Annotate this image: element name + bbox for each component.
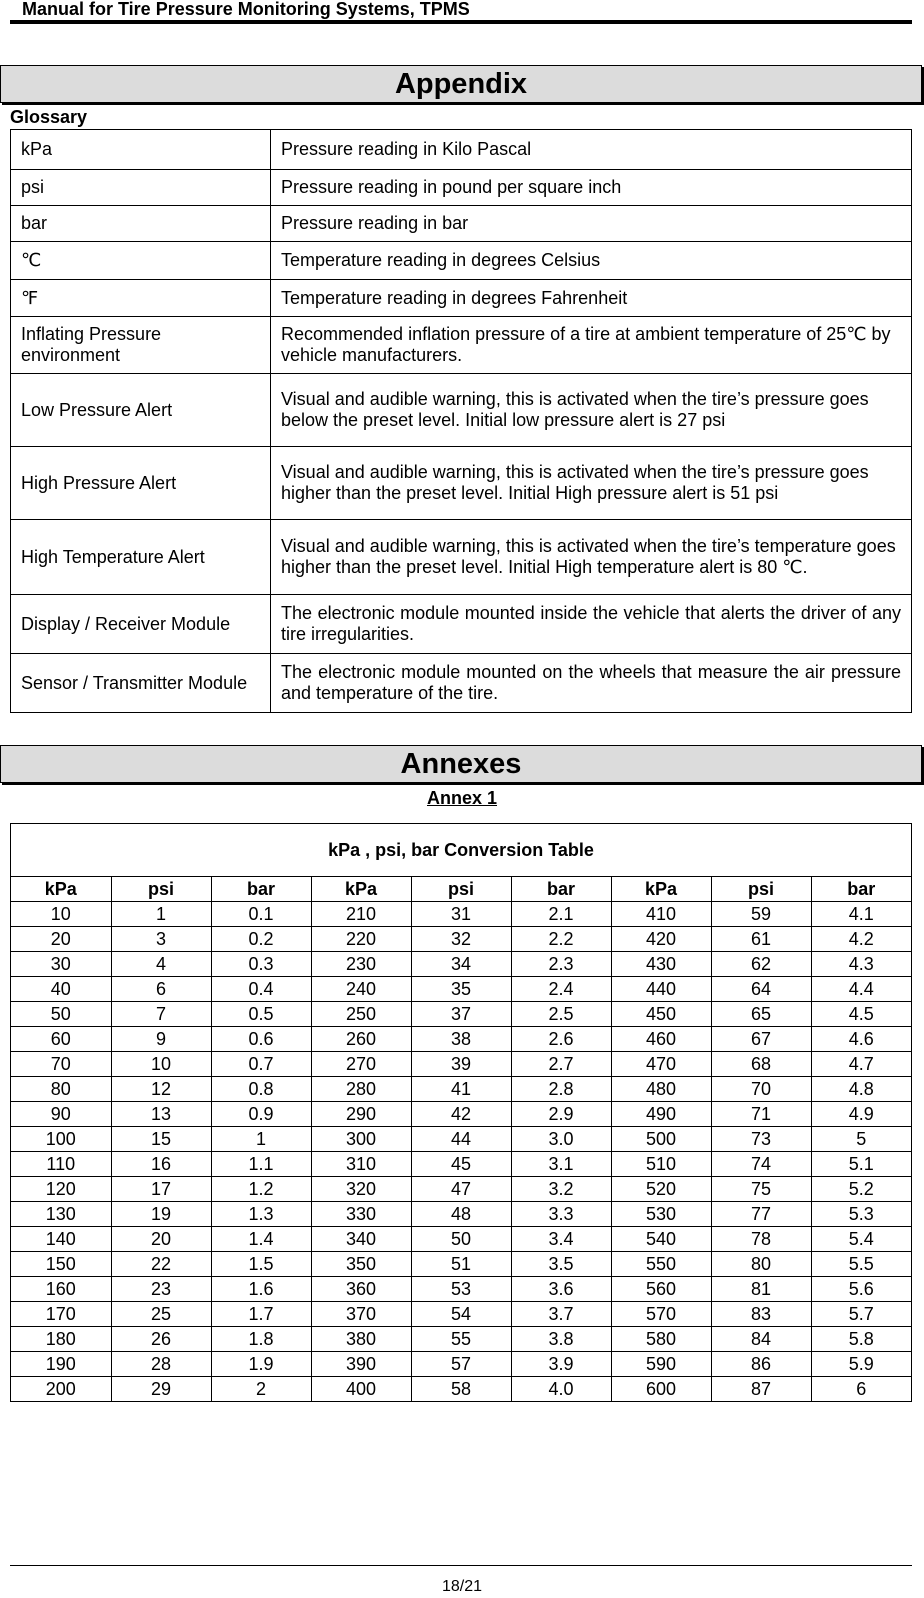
table-cell: 55 xyxy=(411,1327,511,1352)
table-cell: 71 xyxy=(711,1102,811,1127)
table-cell: 490 xyxy=(611,1102,711,1127)
glossary-definition: The electronic module mounted on the wheels that measure the air pressure and temperature of the tire. xyxy=(271,654,912,713)
table-row xyxy=(11,1152,911,1177)
table-cell: 4.4 xyxy=(811,977,911,1002)
table-cell: 140 xyxy=(11,1227,111,1252)
table-cell: 34 xyxy=(411,952,511,977)
conversion-table-title: kPa , psi, bar Conversion Table xyxy=(11,824,911,877)
table-cell: 83 xyxy=(711,1302,811,1327)
table-cell: 280 xyxy=(311,1077,411,1102)
table-cell: 1.3 xyxy=(211,1202,311,1227)
table-cell: 310 xyxy=(311,1152,411,1177)
table-cell: 1.8 xyxy=(211,1327,311,1352)
table-row xyxy=(11,1127,911,1152)
glossary-definition: Pressure reading in pound per square inch xyxy=(271,170,912,206)
table-cell: 4.6 xyxy=(811,1027,911,1052)
table-cell: 6 xyxy=(111,977,211,1002)
table-cell: 290 xyxy=(311,1102,411,1127)
glossary-row xyxy=(11,595,912,654)
glossary-definition: Visual and audible warning, this is activated when the tire’s pressure goes higher than the preset level. Initial High pressure alert is 51 psi xyxy=(271,447,912,520)
table-cell: 3.5 xyxy=(511,1252,611,1277)
table-cell: 1.9 xyxy=(211,1352,311,1377)
table-cell: 1.7 xyxy=(211,1302,311,1327)
table-cell: 3.2 xyxy=(511,1177,611,1202)
table-cell: 64 xyxy=(711,977,811,1002)
column-header: kPa xyxy=(11,877,111,902)
glossary-row xyxy=(11,242,912,280)
glossary-term: Low Pressure Alert xyxy=(11,374,271,447)
conversion-table-container xyxy=(10,823,912,1402)
glossary-definition: Temperature reading in degrees Celsius xyxy=(271,242,912,280)
table-cell: 29 xyxy=(111,1377,211,1402)
table-cell: 4.5 xyxy=(811,1002,911,1027)
table-cell: 2.6 xyxy=(511,1027,611,1052)
glossary-definition: Visual and audible warning, this is activated when the tire’s pressure goes below the preset level. Initial low pressure alert is 27 psi xyxy=(271,374,912,447)
table-cell: 15 xyxy=(111,1127,211,1152)
table-cell: 330 xyxy=(311,1202,411,1227)
footer-rule xyxy=(10,1565,912,1566)
table-cell: 590 xyxy=(611,1352,711,1377)
table-cell: 59 xyxy=(711,902,811,927)
glossary-definition: Temperature reading in degrees Fahrenheit xyxy=(271,280,912,317)
table-cell: 370 xyxy=(311,1302,411,1327)
table-cell: 62 xyxy=(711,952,811,977)
table-cell: 5.1 xyxy=(811,1152,911,1177)
column-header: bar xyxy=(211,877,311,902)
page-number: 18/21 xyxy=(441,1578,483,1595)
table-cell: 2.8 xyxy=(511,1077,611,1102)
glossary-term: kPa xyxy=(11,130,271,170)
glossary-row xyxy=(11,520,912,595)
table-cell: 2.9 xyxy=(511,1102,611,1127)
table-row xyxy=(11,1177,911,1202)
table-cell: 2.4 xyxy=(511,977,611,1002)
table-cell: 400 xyxy=(311,1377,411,1402)
table-cell: 410 xyxy=(611,902,711,927)
table-cell: 110 xyxy=(11,1152,111,1177)
table-cell: 3.1 xyxy=(511,1152,611,1177)
table-cell: 0.6 xyxy=(211,1027,311,1052)
table-row xyxy=(11,1002,911,1027)
glossary-label: Glossary xyxy=(10,107,88,127)
glossary-definition: Visual and audible warning, this is activated when the tire’s temperature goes higher than the preset level. Initial High temperature alert is 80 ℃. xyxy=(271,520,912,595)
table-cell: 3 xyxy=(111,927,211,952)
table-cell: 77 xyxy=(711,1202,811,1227)
table-cell: 50 xyxy=(11,1002,111,1027)
table-cell: 4.0 xyxy=(511,1377,611,1402)
table-cell: 0.4 xyxy=(211,977,311,1002)
table-row xyxy=(11,902,911,927)
table-cell: 1 xyxy=(211,1127,311,1152)
table-cell: 70 xyxy=(711,1077,811,1102)
table-cell: 5.5 xyxy=(811,1252,911,1277)
table-cell: 2.5 xyxy=(511,1002,611,1027)
table-cell: 57 xyxy=(411,1352,511,1377)
table-cell: 4.1 xyxy=(811,902,911,927)
table-cell: 340 xyxy=(311,1227,411,1252)
table-cell: 17 xyxy=(111,1177,211,1202)
table-row xyxy=(11,1252,911,1277)
table-cell: 6 xyxy=(811,1377,911,1402)
table-cell: 460 xyxy=(611,1027,711,1052)
table-cell: 19 xyxy=(111,1202,211,1227)
conversion-table-header-row xyxy=(11,877,911,902)
glossary-row xyxy=(11,374,912,447)
table-cell: 3.7 xyxy=(511,1302,611,1327)
table-cell: 160 xyxy=(11,1277,111,1302)
table-cell: 350 xyxy=(311,1252,411,1277)
glossary-definition: The electronic module mounted inside the vehicle that alerts the driver of any tire irregularities. xyxy=(271,595,912,654)
table-cell: 2.3 xyxy=(511,952,611,977)
table-cell: 0.9 xyxy=(211,1102,311,1127)
table-cell: 470 xyxy=(611,1052,711,1077)
table-cell: 45 xyxy=(411,1152,511,1177)
table-cell: 74 xyxy=(711,1152,811,1177)
table-cell: 130 xyxy=(11,1202,111,1227)
table-cell: 230 xyxy=(311,952,411,977)
table-cell: 9 xyxy=(111,1027,211,1052)
table-cell: 180 xyxy=(11,1327,111,1352)
table-cell: 70 xyxy=(11,1052,111,1077)
column-header: bar xyxy=(811,877,911,902)
table-cell: 1.2 xyxy=(211,1177,311,1202)
table-cell: 440 xyxy=(611,977,711,1002)
table-cell: 7 xyxy=(111,1002,211,1027)
table-cell: 23 xyxy=(111,1277,211,1302)
table-cell: 530 xyxy=(611,1202,711,1227)
glossary-term: psi xyxy=(11,170,271,206)
table-cell: 4 xyxy=(111,952,211,977)
table-cell: 68 xyxy=(711,1052,811,1077)
table-cell: 540 xyxy=(611,1227,711,1252)
table-cell: 4.7 xyxy=(811,1052,911,1077)
column-header: kPa xyxy=(611,877,711,902)
table-cell: 2.2 xyxy=(511,927,611,952)
table-cell: 240 xyxy=(311,977,411,1002)
glossary-row xyxy=(11,317,912,374)
table-cell: 510 xyxy=(611,1152,711,1177)
table-cell: 0.5 xyxy=(211,1002,311,1027)
table-cell: 200 xyxy=(11,1377,111,1402)
glossary-table xyxy=(10,129,912,713)
table-cell: 78 xyxy=(711,1227,811,1252)
table-cell: 41 xyxy=(411,1077,511,1102)
table-row xyxy=(11,952,911,977)
table-cell: 2.7 xyxy=(511,1052,611,1077)
table-cell: 250 xyxy=(311,1002,411,1027)
table-cell: 4.9 xyxy=(811,1102,911,1127)
glossary-term: ℃ xyxy=(11,242,271,280)
table-cell: 5.7 xyxy=(811,1302,911,1327)
table-cell: 1.6 xyxy=(211,1277,311,1302)
table-cell: 4.8 xyxy=(811,1077,911,1102)
table-cell: 54 xyxy=(411,1302,511,1327)
table-row xyxy=(11,1327,911,1352)
table-cell: 35 xyxy=(411,977,511,1002)
table-row xyxy=(11,1377,911,1402)
table-cell: 53 xyxy=(411,1277,511,1302)
column-header: kPa xyxy=(311,877,411,902)
table-cell: 80 xyxy=(11,1077,111,1102)
column-header: psi xyxy=(711,877,811,902)
glossary-row xyxy=(11,130,912,170)
table-cell: 1.4 xyxy=(211,1227,311,1252)
table-row xyxy=(11,1077,911,1102)
glossary-row xyxy=(11,206,912,242)
table-cell: 3.0 xyxy=(511,1127,611,1152)
table-cell: 80 xyxy=(711,1252,811,1277)
table-cell: 0.7 xyxy=(211,1052,311,1077)
table-cell: 450 xyxy=(611,1002,711,1027)
table-cell: 1.5 xyxy=(211,1252,311,1277)
table-cell: 4.3 xyxy=(811,952,911,977)
column-header: bar xyxy=(511,877,611,902)
table-cell: 560 xyxy=(611,1277,711,1302)
table-cell: 37 xyxy=(411,1002,511,1027)
table-cell: 190 xyxy=(11,1352,111,1377)
glossary-definition: Pressure reading in Kilo Pascal xyxy=(271,130,912,170)
table-cell: 5.8 xyxy=(811,1327,911,1352)
table-cell: 20 xyxy=(11,927,111,952)
table-cell: 5.4 xyxy=(811,1227,911,1252)
table-cell: 65 xyxy=(711,1002,811,1027)
table-cell: 84 xyxy=(711,1327,811,1352)
table-cell: 270 xyxy=(311,1052,411,1077)
table-cell: 5.6 xyxy=(811,1277,911,1302)
table-cell: 220 xyxy=(311,927,411,952)
table-cell: 320 xyxy=(311,1177,411,1202)
table-cell: 1.1 xyxy=(211,1152,311,1177)
table-cell: 600 xyxy=(611,1377,711,1402)
table-cell: 550 xyxy=(611,1252,711,1277)
table-cell: 300 xyxy=(311,1127,411,1152)
table-cell: 2 xyxy=(211,1377,311,1402)
table-cell: 500 xyxy=(611,1127,711,1152)
table-cell: 38 xyxy=(411,1027,511,1052)
table-cell: 61 xyxy=(711,927,811,952)
table-cell: 380 xyxy=(311,1327,411,1352)
table-cell: 580 xyxy=(611,1327,711,1352)
table-cell: 150 xyxy=(11,1252,111,1277)
table-cell: 60 xyxy=(11,1027,111,1052)
conversion-table-body xyxy=(11,902,911,1402)
annex-1-label: Annex 1 xyxy=(426,788,498,808)
table-row xyxy=(11,1302,911,1327)
table-cell: 5.2 xyxy=(811,1177,911,1202)
glossary-term: bar xyxy=(11,206,271,242)
glossary-row xyxy=(11,170,912,206)
table-cell: 12 xyxy=(111,1077,211,1102)
glossary-term: High Temperature Alert xyxy=(11,520,271,595)
table-cell: 51 xyxy=(411,1252,511,1277)
table-cell: 50 xyxy=(411,1227,511,1252)
glossary-row xyxy=(11,447,912,520)
table-cell: 5 xyxy=(811,1127,911,1152)
table-cell: 100 xyxy=(11,1127,111,1152)
table-cell: 30 xyxy=(11,952,111,977)
table-cell: 570 xyxy=(611,1302,711,1327)
table-cell: 26 xyxy=(111,1327,211,1352)
table-cell: 170 xyxy=(11,1302,111,1327)
table-cell: 86 xyxy=(711,1352,811,1377)
table-row xyxy=(11,927,911,952)
table-cell: 31 xyxy=(411,902,511,927)
table-row xyxy=(11,1352,911,1377)
table-row xyxy=(11,1202,911,1227)
glossary-row xyxy=(11,280,912,317)
table-cell: 0.8 xyxy=(211,1077,311,1102)
glossary-term: Inflating Pressure environment xyxy=(11,317,271,374)
table-cell: 480 xyxy=(611,1077,711,1102)
table-row xyxy=(11,977,911,1002)
table-row xyxy=(11,1052,911,1077)
header-rule xyxy=(10,20,912,24)
column-header: psi xyxy=(111,877,211,902)
table-cell: 73 xyxy=(711,1127,811,1152)
table-cell: 3.6 xyxy=(511,1277,611,1302)
table-cell: 3.8 xyxy=(511,1327,611,1352)
glossary-row xyxy=(11,654,912,713)
table-cell: 1 xyxy=(111,902,211,927)
conversion-table xyxy=(11,877,911,1401)
table-cell: 40 xyxy=(11,977,111,1002)
table-cell: 430 xyxy=(611,952,711,977)
table-cell: 120 xyxy=(11,1177,111,1202)
document-header-title: Manual for Tire Pressure Monitoring Systems, TPMS xyxy=(22,0,470,19)
table-cell: 90 xyxy=(11,1102,111,1127)
table-cell: 0.3 xyxy=(211,952,311,977)
table-cell: 5.3 xyxy=(811,1202,911,1227)
column-header: psi xyxy=(411,877,511,902)
table-cell: 20 xyxy=(111,1227,211,1252)
table-cell: 5.9 xyxy=(811,1352,911,1377)
table-cell: 260 xyxy=(311,1027,411,1052)
table-row xyxy=(11,1227,911,1252)
table-cell: 420 xyxy=(611,927,711,952)
glossary-definition: Pressure reading in bar xyxy=(271,206,912,242)
table-cell: 4.2 xyxy=(811,927,911,952)
table-cell: 10 xyxy=(11,902,111,927)
table-cell: 81 xyxy=(711,1277,811,1302)
table-cell: 75 xyxy=(711,1177,811,1202)
table-cell: 32 xyxy=(411,927,511,952)
table-cell: 58 xyxy=(411,1377,511,1402)
table-cell: 520 xyxy=(611,1177,711,1202)
table-cell: 42 xyxy=(411,1102,511,1127)
table-cell: 87 xyxy=(711,1377,811,1402)
glossary-term: ℉ xyxy=(11,280,271,317)
table-cell: 13 xyxy=(111,1102,211,1127)
table-cell: 47 xyxy=(411,1177,511,1202)
glossary-definition: Recommended inflation pressure of a tire at ambient temperature of 25℃ by vehicle manufacturers. xyxy=(271,317,912,374)
table-cell: 28 xyxy=(111,1352,211,1377)
table-cell: 0.1 xyxy=(211,902,311,927)
table-cell: 16 xyxy=(111,1152,211,1177)
table-cell: 210 xyxy=(311,902,411,927)
appendix-heading: Appendix xyxy=(0,65,922,103)
table-cell: 390 xyxy=(311,1352,411,1377)
glossary-term: Display / Receiver Module xyxy=(11,595,271,654)
annexes-heading: Annexes xyxy=(0,745,922,783)
table-cell: 3.3 xyxy=(511,1202,611,1227)
table-cell: 25 xyxy=(111,1302,211,1327)
table-cell: 3.9 xyxy=(511,1352,611,1377)
table-row xyxy=(11,1277,911,1302)
glossary-term: High Pressure Alert xyxy=(11,447,271,520)
table-cell: 2.1 xyxy=(511,902,611,927)
table-row xyxy=(11,1102,911,1127)
table-cell: 3.4 xyxy=(511,1227,611,1252)
table-cell: 39 xyxy=(411,1052,511,1077)
table-row xyxy=(11,1027,911,1052)
table-cell: 48 xyxy=(411,1202,511,1227)
glossary-term: Sensor / Transmitter Module xyxy=(11,654,271,713)
table-cell: 67 xyxy=(711,1027,811,1052)
table-cell: 22 xyxy=(111,1252,211,1277)
table-cell: 0.2 xyxy=(211,927,311,952)
table-cell: 44 xyxy=(411,1127,511,1152)
table-cell: 10 xyxy=(111,1052,211,1077)
table-cell: 360 xyxy=(311,1277,411,1302)
